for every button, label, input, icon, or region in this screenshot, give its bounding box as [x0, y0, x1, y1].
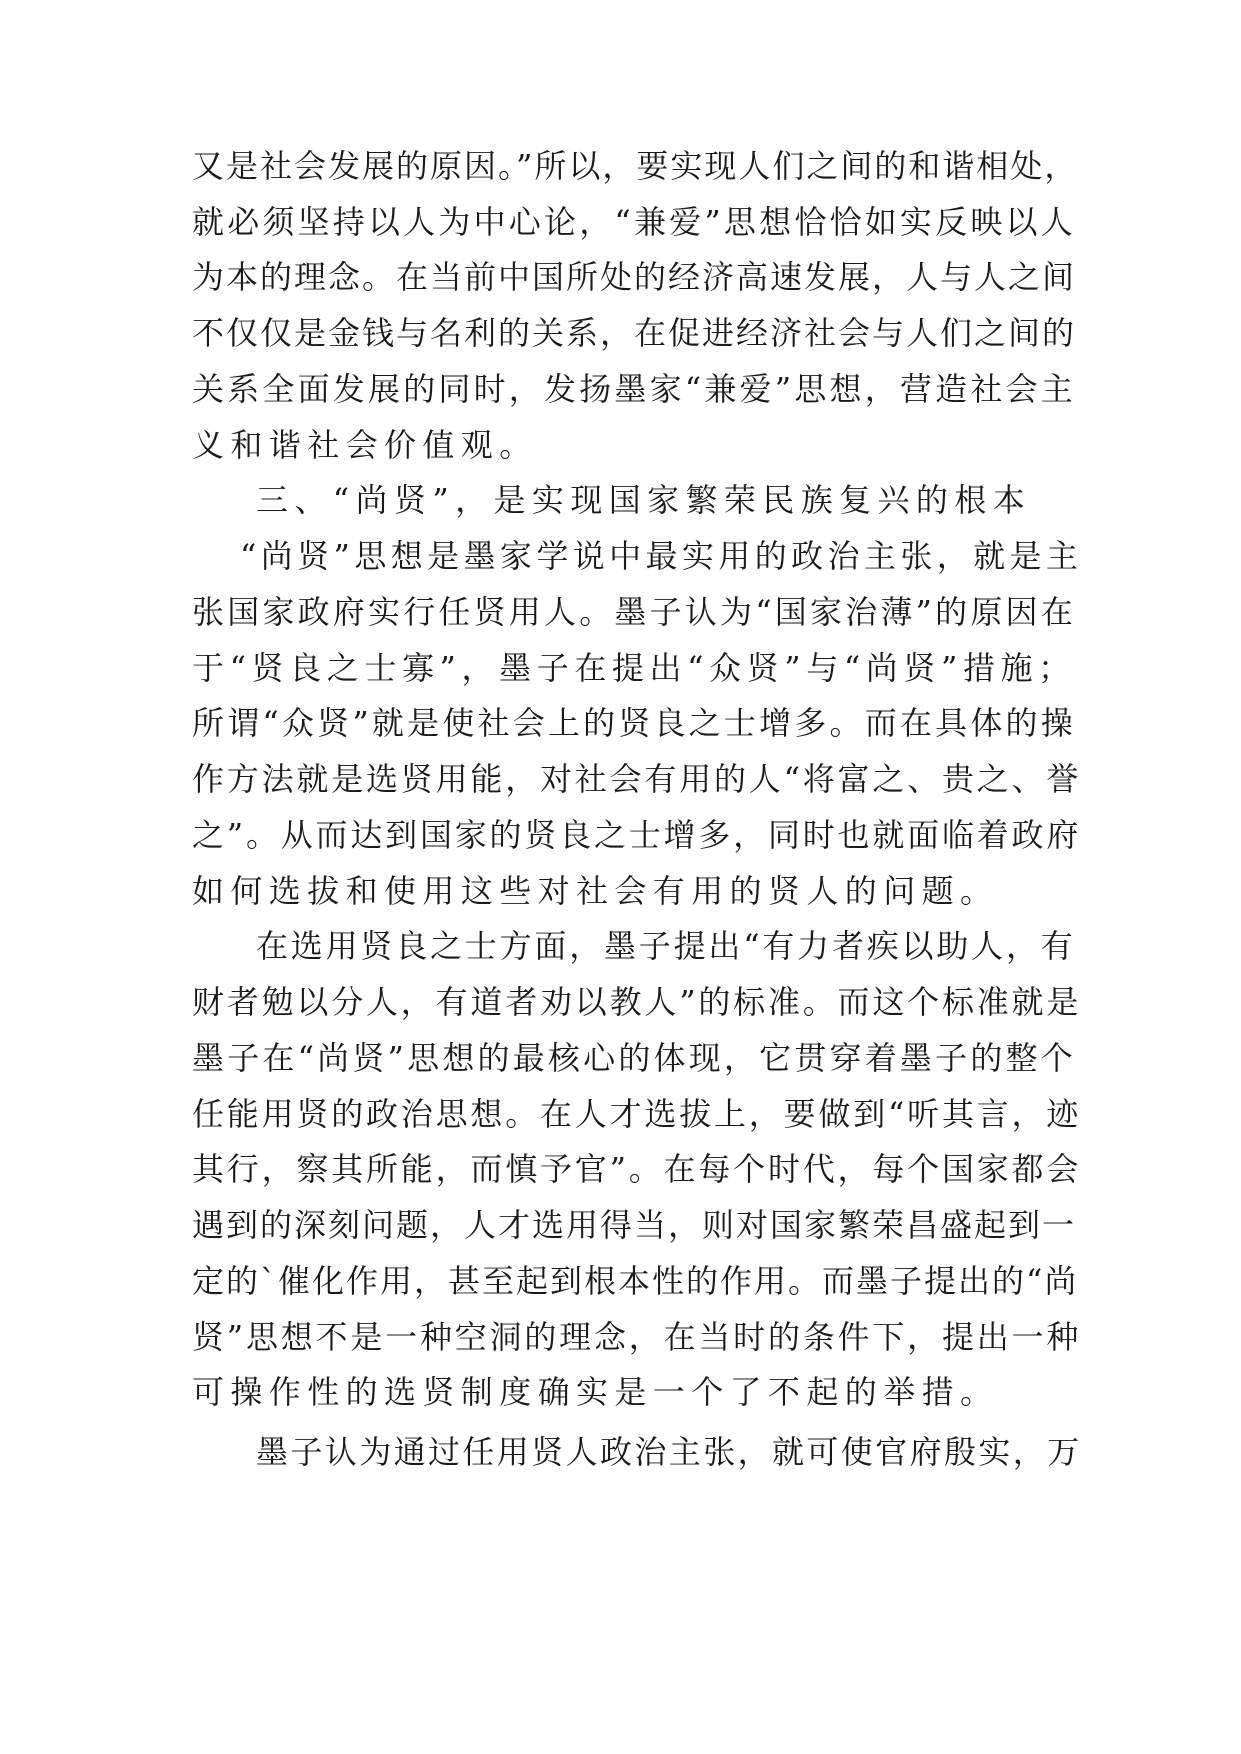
text-line: 如何选拔和使用这些对社会有用的贤人的问题。 [192, 872, 999, 910]
text-line: 其行，察其所能，而慎予官”。在每个时代，每个国家都会 [192, 1150, 1082, 1188]
section-heading: 三、“尚贤”，是实现国家繁荣民族复兴的根本 [256, 481, 1032, 519]
text-line: 作方法就是选贤用能，对社会有用的人“将富之、贵之、誉 [192, 760, 1082, 798]
text-line: 关系全面发展的同时，发扬墨家“兼爱”思想，营造社会主 [192, 370, 1076, 408]
text-line: 任能用贤的政治思想。在人才选拔上，要做到“听其言，迹 [192, 1095, 1082, 1133]
text-line: 之”。从而达到国家的贤良之士增多，同时也就面临着政府 [192, 816, 1082, 854]
text-line: 墨子认为通过任用贤人政治主张，就可使官府殷实，万 [256, 1433, 1082, 1471]
text-line: “尚贤”思想是墨家学说中最实用的政治主张，就是主 [240, 537, 1083, 575]
text-line: 财者勉以分人，有道者劝以教人”的标准。而这个标准就是 [192, 983, 1082, 1021]
text-line: 可操作性的选贤制度确实是一个了不起的举措。 [192, 1373, 999, 1411]
text-line: 就必须坚持以人为中心论，“兼爱”思想恰恰如实反映以人 [192, 203, 1076, 241]
text-line: 为本的理念。在当前中国所处的经济高速发展，人与人之间 [192, 258, 1077, 296]
text-line: 所谓“众贤”就是使社会上的贤良之士增多。而在具体的操 [192, 704, 1076, 742]
text-line: 墨子在“尚贤”思想的最核心的体现，它贯穿着墨子的整个 [192, 1039, 1076, 1077]
text-line: 在选用贤良之士方面，墨子提出“有力者疾以助人，有 [256, 927, 1076, 965]
text-line: 义和谐社会价值观。 [192, 426, 538, 464]
text-line: 贤”思想不是一种空洞的理念，在当时的条件下，提出一种 [192, 1318, 1082, 1356]
text-line: 定的`催化作用，甚至起到根本性的作用。而墨子提出的“尚 [192, 1262, 1079, 1300]
text-line: 不仅仅是金钱与名利的关系，在促进经济社会与人们之间的 [192, 314, 1077, 352]
text-line: 于“贤良之士寡”，墨子在提出“众贤”与“尚贤”措施； [192, 649, 1076, 687]
text-line: 张国家政府实行任贤用人。墨子认为“国家治薄”的原因在 [192, 593, 1076, 631]
text-line: 又是社会发展的原因。”所以，要实现人们之间的和谐相处， [192, 147, 1079, 185]
text-line: 遇到的深刻问题，人才选用得当，则对国家繁荣昌盛起到一 [192, 1206, 1077, 1244]
